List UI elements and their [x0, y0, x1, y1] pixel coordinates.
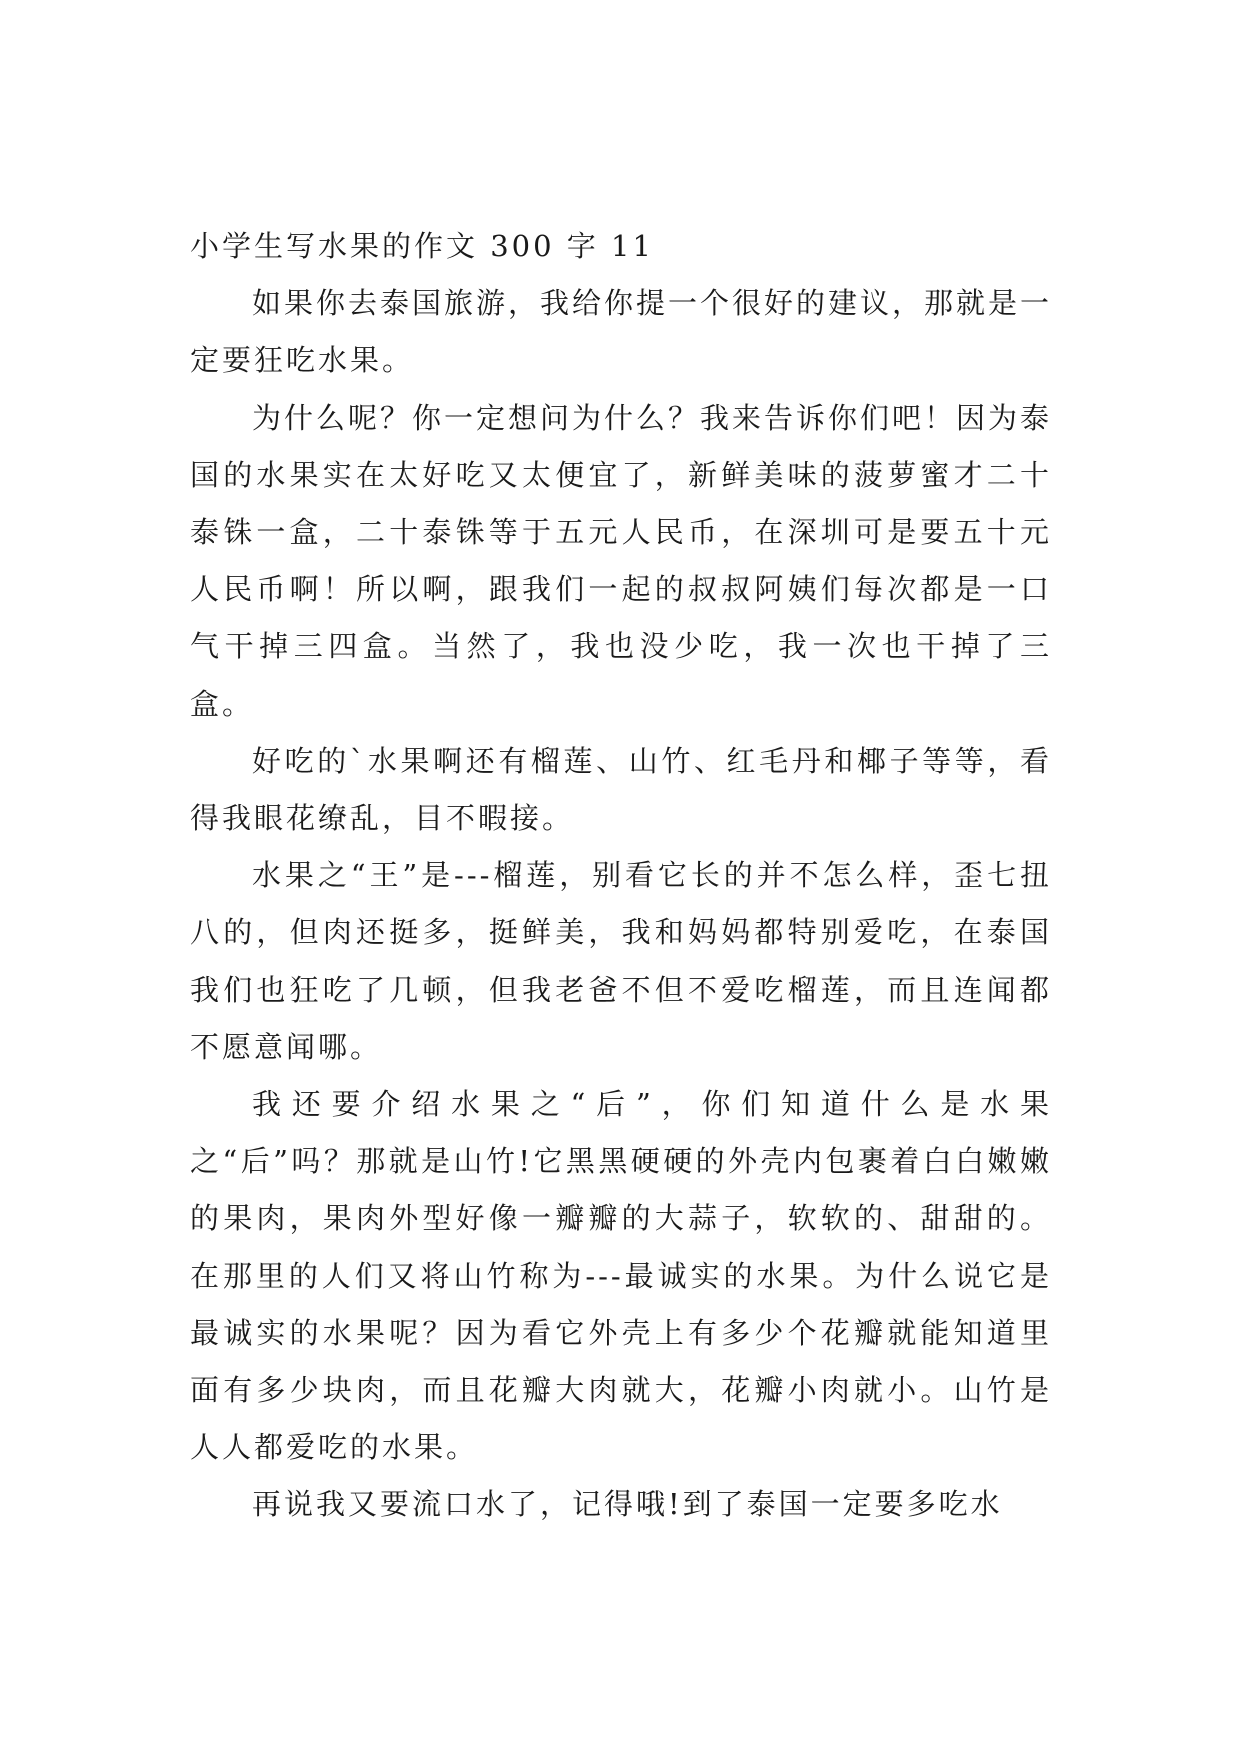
paragraph: 如果你去泰国旅游，我给你提一个很好的建议，那就是一定要狂吃水果。: [190, 286, 1053, 378]
document-body: [190, 218, 1052, 1534]
paragraph: 水果之“王”是---榴莲，别看它长的并不怎么样，歪七扭八的，但肉还挺多，挺鲜美，我和妈妈都特别爱吃，在泰国我们也狂吃了几顿，但我老爸不但不爱吃榴莲，而且连闻都不愿意闻哪。: [190, 858, 1052, 1064]
paragraph: 好吃的`水果啊还有榴莲、山竹、红毛丹和椰子等等，看得我眼花缭乱，目不暇接。: [190, 743, 1052, 836]
document-title: 小学生写水果的作文 300 字 11: [190, 229, 654, 263]
paragraph: 再说我又要流口水了，记得哦!到了泰国一定要多吃水: [252, 1487, 1003, 1522]
paragraph: 为什么呢？你一定想问为什么？我来告诉你们吧！因为泰国的水果实在太好吃又太便宜了，新鲜美味的菠萝蜜才二十泰铢一盒，二十泰铢等于五元人民币，在深圳可是要五十元人民币啊！所以啊，跟我们一起的叔叔阿姨们每次都是一口气干掉三四盒。当然了，我也没少吃，我一次也干掉了三盒。: [190, 400, 1053, 721]
paragraph: 我还要介绍水果之“后”，你们知道什么是水果之“后”吗？那就是山竹!它黑黑硬硬的外壳内包裹着白白嫩嫩的果肉，果肉外型好像一瓣瓣的大蒜子，软软的、甜甜的。在那里的人们又将山竹称为---最诚实的水果。为什么说它是最诚实的水果呢？因为看它外壳上有多少个花瓣就能知道里面有多少块肉，而且花瓣大肉就大，花瓣小肉就小。山竹是人人都爱吃的水果。: [190, 1087, 1052, 1465]
